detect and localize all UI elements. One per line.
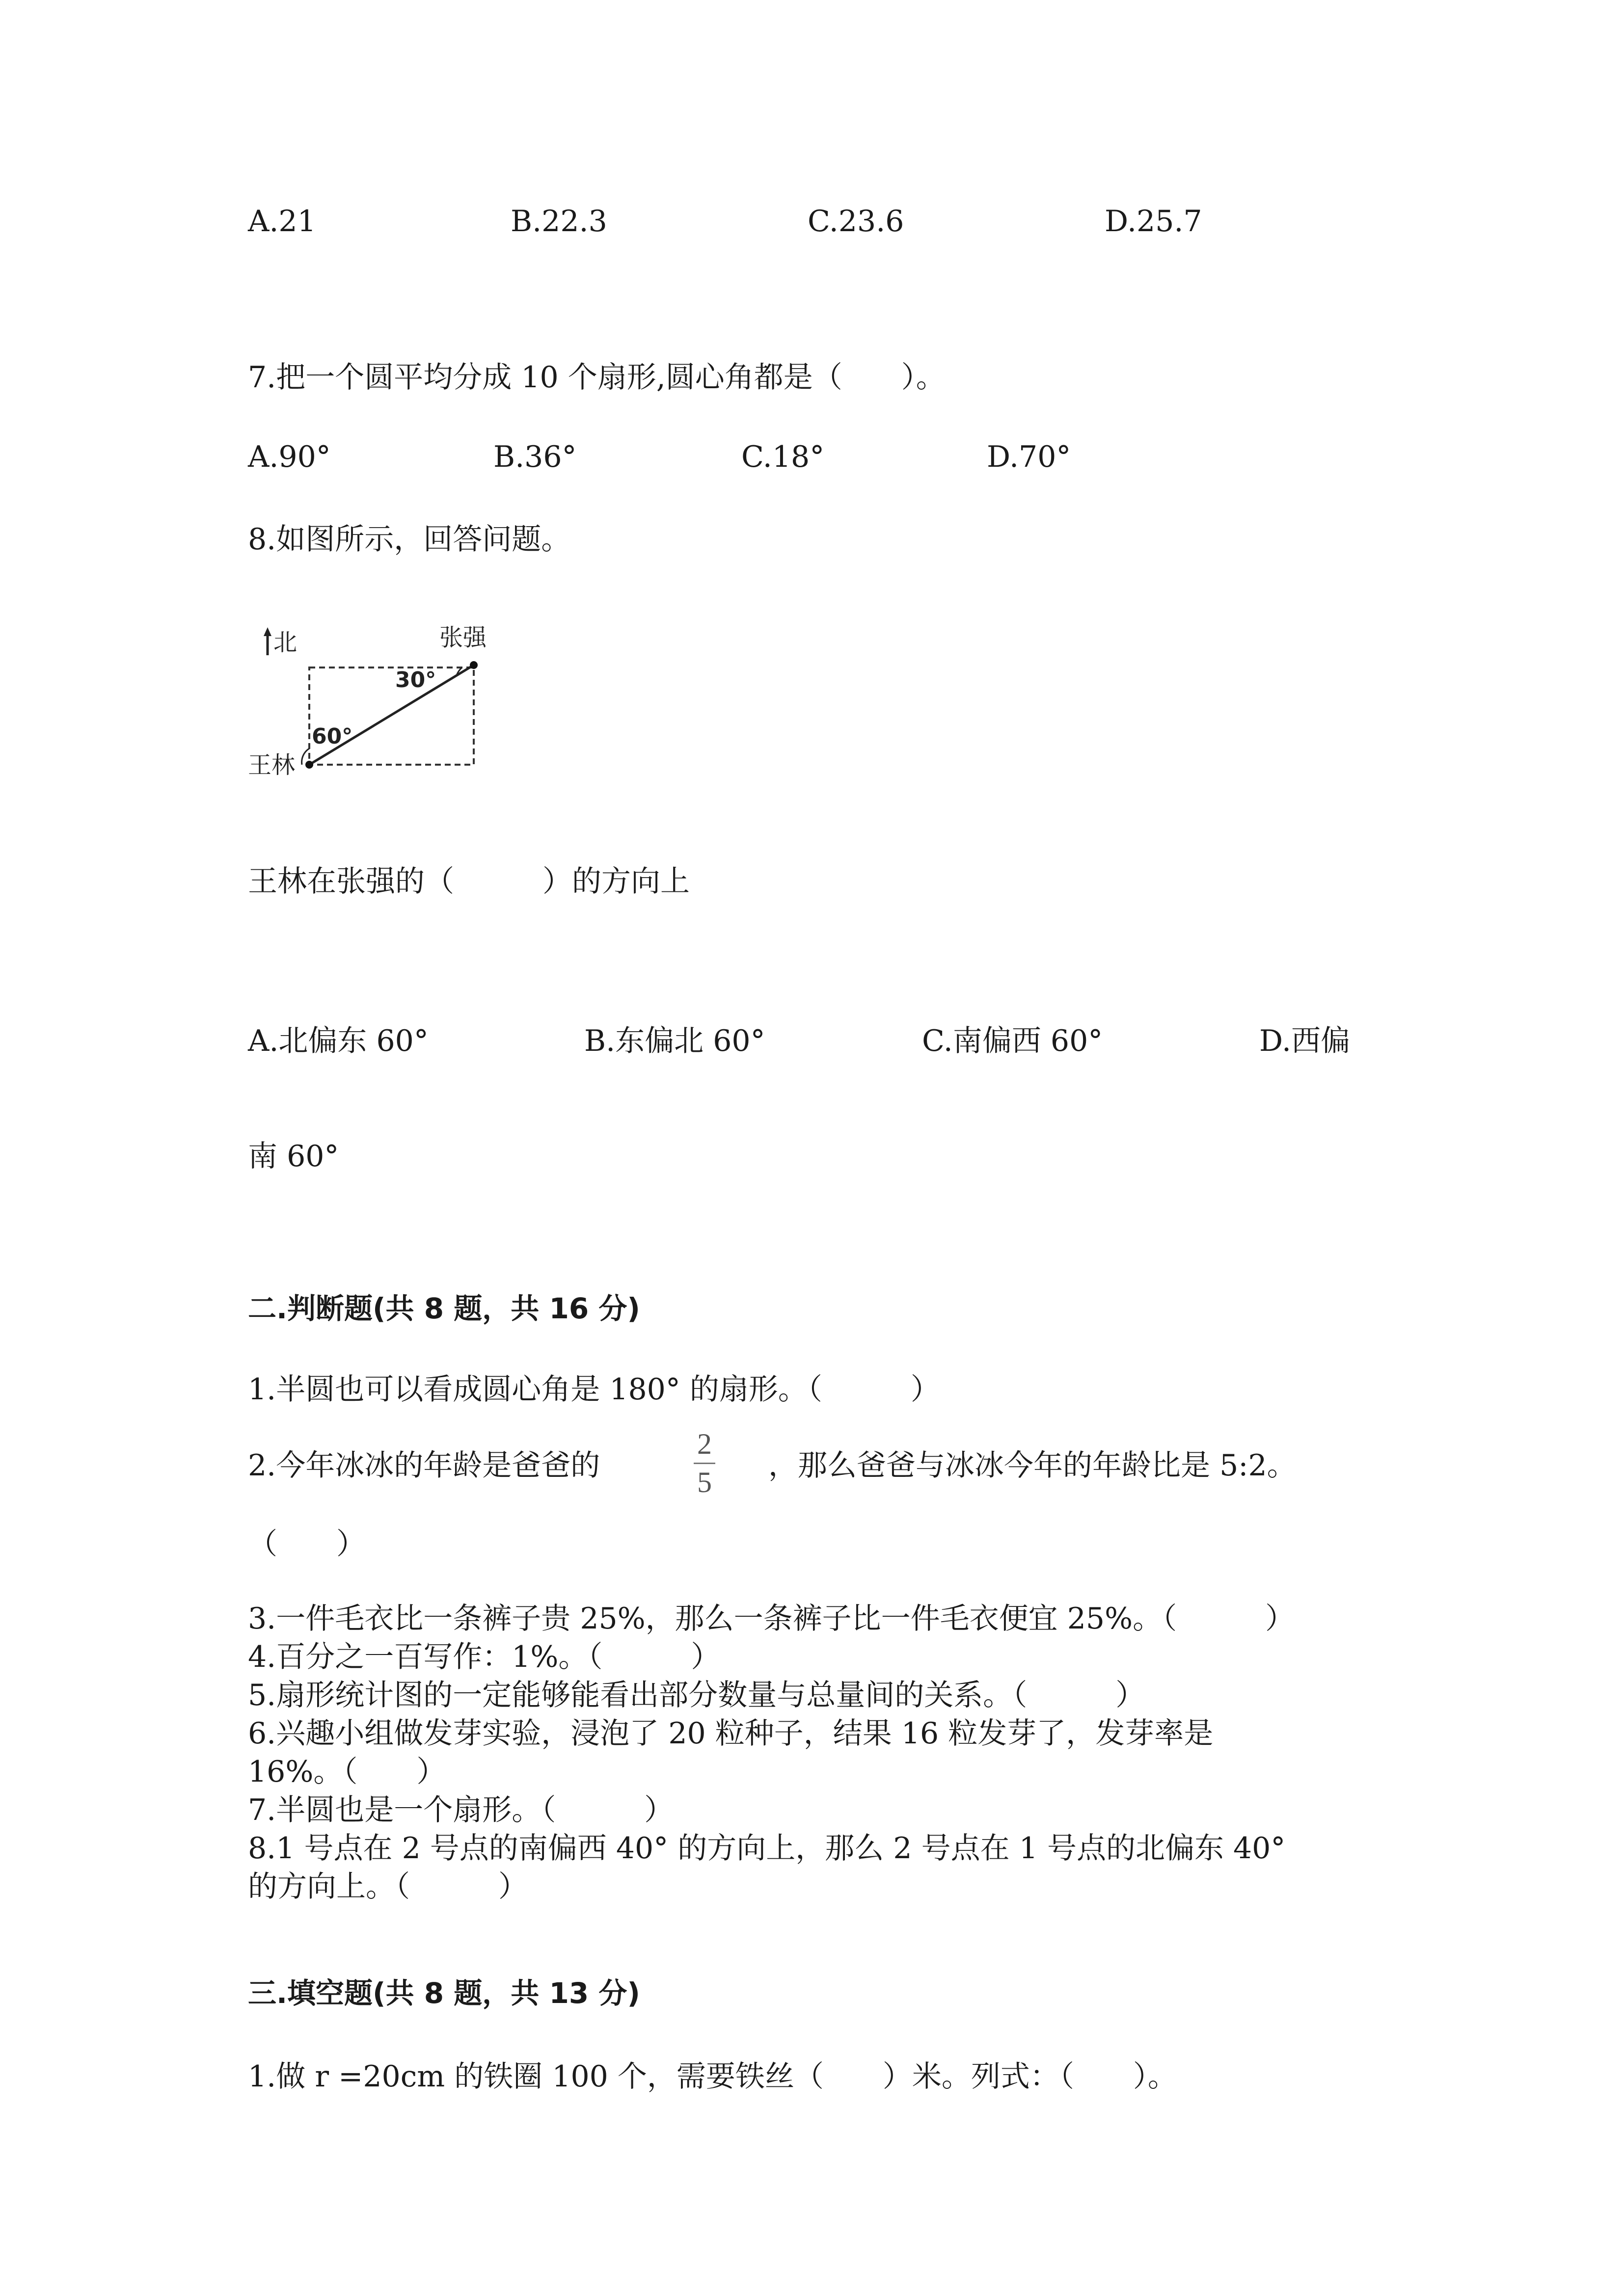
q8-option-d-wrap: 南 60° <box>248 1139 339 1174</box>
fraction-numerator: 2 <box>697 1428 712 1460</box>
q8-option-b: B.东偏北 60° <box>584 1024 765 1058</box>
s2-item-8: 8.1 号点在 2 号点的南偏西 40° 的方向上，那么 2 号点在 1 号点的北偏东 40° <box>248 1831 1286 1866</box>
s2-item-2-wrap: （ ） <box>248 1527 366 1561</box>
s2-item-5: 5.扇形统计图的一定能够能看出部分数量与总量间的关系。（ ） <box>248 1678 1145 1712</box>
q7-option-a: A.90° <box>248 440 331 474</box>
s2-item-3: 3.一件毛衣比一条裤子贵 25%，那么一条裤子比一件毛衣便宜 25%。（ ） <box>248 1602 1295 1636</box>
section3-title: 三.填空题(共 8 题，共 13 分) <box>248 1976 640 2010</box>
north-label: 北 <box>273 629 298 656</box>
section2-title: 二.判断题(共 8 题，共 16 分) <box>248 1292 640 1325</box>
q6-option-a: A.21 <box>248 204 316 239</box>
q8-option-d: D.西偏 <box>1259 1024 1351 1058</box>
q6-option-c: C.23.6 <box>808 204 904 239</box>
angle-label-60: 60° <box>312 724 353 749</box>
s2-item-8-wrap: 的方向上。（ ） <box>248 1869 528 1904</box>
fraction-bar <box>694 1463 715 1464</box>
q7-option-c: C.18° <box>741 440 825 474</box>
q7-option-d: D.70° <box>987 440 1071 474</box>
s3-item-1: 1.做 r =20cm 的铁圈 100 个，需要铁丝（ ）米。列式：（ ）。 <box>248 2059 1177 2094</box>
s2-item-6: 6.兴趣小组做发芽实验，浸泡了 20 粒种子，结果 16 粒发芽了，发芽率是 <box>248 1716 1214 1751</box>
s2-item-6-wrap: 16%。（ ） <box>248 1755 446 1789</box>
q7-option-b: B.36° <box>493 440 577 474</box>
s2-item-2-part2: ，那么爸爸与冰冰今年的年龄比是 5:2。 <box>768 1448 1297 1483</box>
q8-option-c: C.南偏西 60° <box>922 1024 1103 1058</box>
s2-item-2-part1: 2.今年冰冰的年龄是爸爸的 <box>248 1448 600 1483</box>
point-zhangqiang <box>470 661 478 669</box>
q8-stem: 8.如图所示，回答问题。 <box>248 522 571 557</box>
connecting-line <box>309 665 474 765</box>
q7-stem: 7.把一个圆平均分成 10 个扇形,圆心角都是（ ）。 <box>248 360 946 395</box>
s2-item-7: 7.半圆也是一个扇形。（ ） <box>248 1793 674 1827</box>
q8-option-a: A.北偏东 60° <box>248 1024 429 1058</box>
fraction-denominator: 5 <box>697 1466 712 1498</box>
label-zhangqiang: 张强 <box>439 624 487 651</box>
label-wanglin: 王林 <box>248 751 296 779</box>
q6-option-d: D.25.7 <box>1105 204 1202 239</box>
s2-item-1: 1.半圆也可以看成圆心角是 180° 的扇形。（ ） <box>248 1372 940 1407</box>
q8-question: 王林在张强的（ ）的方向上 <box>248 864 690 899</box>
point-wanglin <box>305 761 313 769</box>
q8-direction-diagram <box>248 623 513 780</box>
q6-option-b: B.22.3 <box>511 204 607 239</box>
s2-item-4: 4.百分之一百写作：1%。（ ） <box>248 1640 721 1674</box>
angle-label-30: 30° <box>395 667 436 693</box>
